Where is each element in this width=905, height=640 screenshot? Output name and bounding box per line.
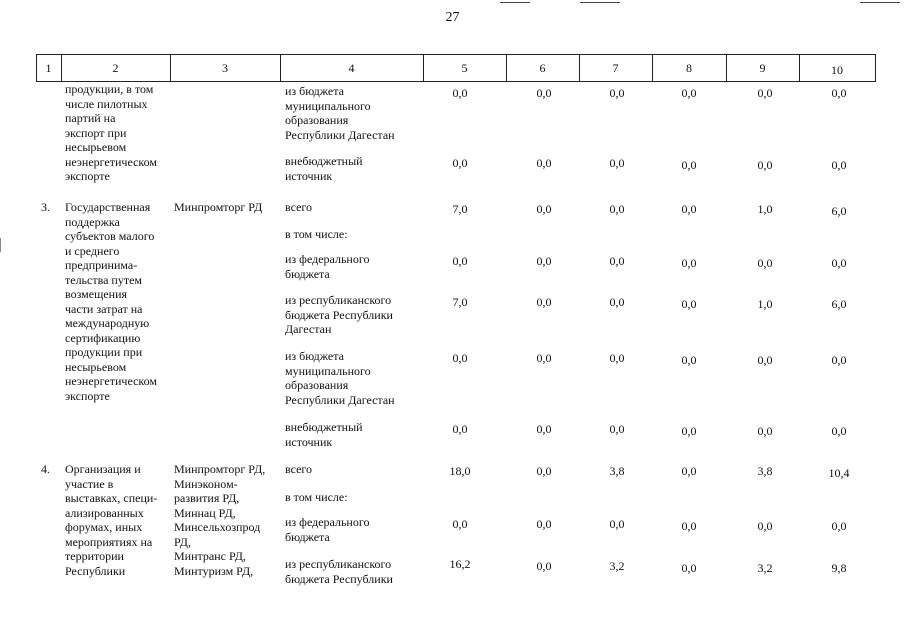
value-year: 0,0 [609,254,625,268]
value-year: 0,0 [831,424,847,438]
funding-source: в том числе: [285,227,348,241]
value-total: 7,0 [452,295,468,309]
funding-source: всего [285,200,313,214]
funding-source: из бюджета муниципального образования Республики Дагестан [285,349,395,407]
value-year: 0,0 [681,158,697,172]
value-total: 0,0 [452,156,468,170]
value-year: 3,2 [757,561,773,575]
value-year: 0,0 [681,297,697,311]
funding-source: в том числе: [285,490,348,504]
page-number: 27 [445,10,460,25]
value-year: 0,0 [536,295,552,309]
header-col-2: 2 [112,61,119,75]
value-year: 6,0 [831,204,847,218]
value-year: 1,0 [757,202,773,216]
value-year: 0,0 [831,158,847,172]
value-year: 0,0 [681,424,697,438]
funding-source: из республиканского бюджета Республики [285,557,393,586]
value-total: 18,0 [449,464,471,478]
value-year: 3,8 [757,464,773,478]
header-col-9: 9 [759,61,766,75]
value-year: 0,0 [536,559,552,573]
value-year: 0,0 [681,561,697,575]
executor: Минпромторг РД, Минэконом- развития РД, Миннац РД, Минсельхозпрод РД, Минтранс РД, Минтуризм РД, [174,462,266,578]
header-col-5: 5 [461,61,468,75]
value-year: 0,0 [536,202,552,216]
funding-source: из республиканского бюджета Республики Дагестан [285,293,393,336]
value-year: 0,0 [757,158,773,172]
funding-source: внебюджетный источник [285,154,363,183]
value-year: 0,0 [757,519,773,533]
value-year: 0,0 [831,256,847,270]
value-year: 0,0 [757,256,773,270]
funding-source: внебюджетный источник [285,420,363,449]
value-total: 0,0 [452,254,468,268]
value-year: 0,0 [609,351,625,365]
measure-name: Организация и участие в выставках, специ- ализированных форумах, иных мероприятиях на территории Республики [65,462,158,578]
value-year: 0,0 [609,295,625,309]
value-year: 0,0 [831,519,847,533]
budget-table [36,54,876,640]
value-year: 0,0 [609,156,625,170]
value-year: 0,0 [831,86,847,100]
value-year: 0,0 [681,86,697,100]
scan-artifact-line [580,2,620,3]
value-year: 0,0 [681,353,697,367]
value-year: 0,0 [536,351,552,365]
value-year: 0,0 [536,517,552,531]
value-year: 0,0 [536,464,552,478]
column-divider [875,54,876,81]
header-col-1: 1 [45,61,52,75]
value-year: 0,0 [536,254,552,268]
header-col-4: 4 [348,61,355,75]
value-year: 0,0 [609,202,625,216]
scan-artifact-line [500,2,530,3]
funding-source: из федерального бюджета [285,252,370,281]
value-total: 0,0 [452,517,468,531]
row-number: 3. [41,200,50,214]
header-col-10: 10 [831,63,843,77]
value-year: 0,0 [757,86,773,100]
value-year: 3,2 [609,559,625,573]
value-year: 9,8 [831,561,847,575]
value-year: 10,4 [828,466,850,480]
value-year: 0,0 [536,422,552,436]
value-year: 0,0 [536,156,552,170]
executor: Минпромторг РД [174,200,263,214]
value-year: 0,0 [681,464,697,478]
header-col-8: 8 [686,61,692,75]
funding-source: всего [285,462,313,476]
value-year: 0,0 [609,86,625,100]
value-year: 1,0 [757,297,773,311]
value-total: 16,2 [449,557,471,571]
funding-source: из федерального бюджета [285,515,370,544]
scan-artifact-mark [0,238,1,252]
measure-name: продукции, в том числе пилотных партий на экспорт при несырьевом неэнергетическом экспорте [65,82,157,183]
value-year: 0,0 [681,519,697,533]
scan-artifact-line [860,2,900,3]
value-year: 0,0 [609,422,625,436]
measure-name: Государственная поддержка субъектов малого и среднего предпринима- тельства путем возмещения части затрат на международную сертификацию продукции при несырьевом неэнергетическом экспорте [65,200,157,403]
value-year: 0,0 [681,202,697,216]
value-total: 0,0 [452,351,468,365]
header-col-7: 7 [612,61,619,75]
funding-source: из бюджета муниципального образования Республики Дагестан [285,84,395,142]
value-year: 6,0 [831,297,847,311]
value-year: 0,0 [681,256,697,270]
value-year: 0,0 [609,517,625,531]
value-year: 0,0 [831,353,847,367]
value-year: 3,8 [609,464,625,478]
value-year: 0,0 [536,86,552,100]
row-number: 4. [41,462,50,476]
header-col-3: 3 [222,61,228,75]
value-total: 0,0 [452,422,468,436]
header-bottom-border [36,81,876,82]
value-year: 0,0 [757,353,773,367]
header-col-6: 6 [539,61,546,75]
value-total: 0,0 [452,86,468,100]
value-year: 0,0 [757,424,773,438]
value-total: 7,0 [452,202,468,216]
header-top-border [36,54,876,55]
